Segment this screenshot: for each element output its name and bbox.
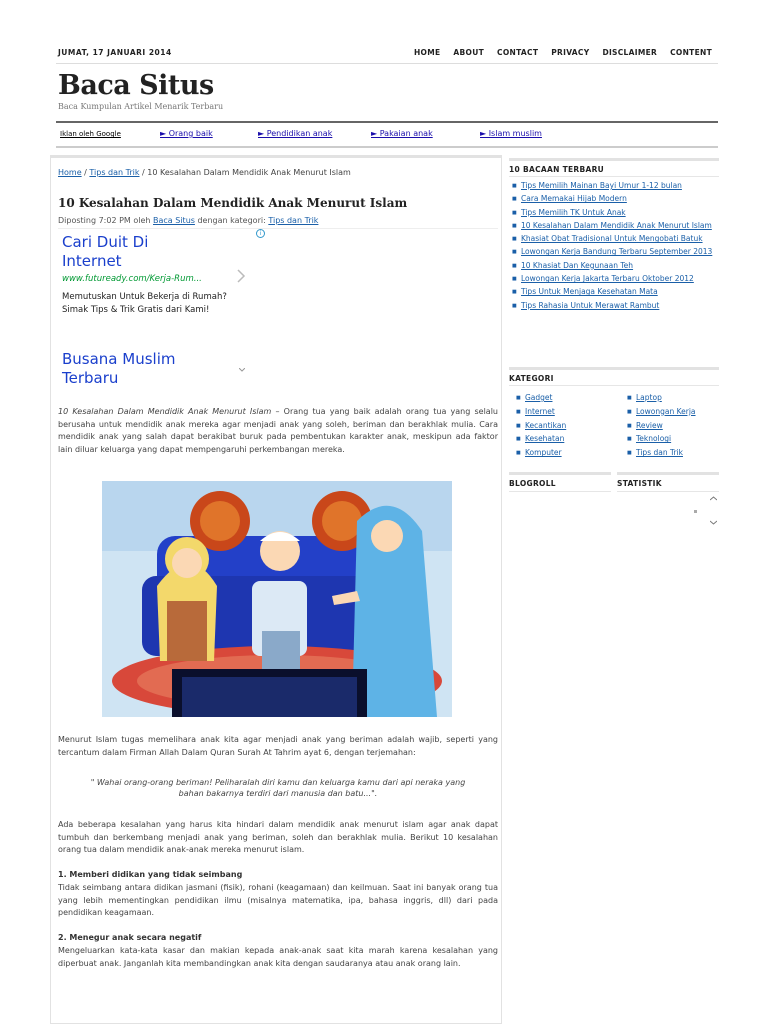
recent-posts-list — [512, 181, 718, 314]
ads-by-google-label[interactable]: Iklan oleh Google — [60, 130, 121, 138]
recent-post-item[interactable]: ■ Lowongan Kerja Jakarta Terbaru Oktober 2012 — [512, 274, 718, 284]
chevron-down-icon[interactable] — [239, 365, 245, 374]
breadcrumb-home-link[interactable]: Home — [58, 168, 82, 177]
recent-posts-heading: 10 BACAAN TERBARU — [509, 158, 719, 176]
mistakes-intro-paragraph: Ada beberapa kesalahan yang harus kita hindari dalam mendidik anak menurut islam agar anak dapat tumbuh dan berkembang menjadi anak yang beriman, soleh dan berakhlak mulia. Berikut 10 kesalahan orang tua dalam mendidik anak-anak mereka menurut islam. — [58, 820, 498, 854]
ad-link-islam-muslim[interactable]: ► Islam muslim — [480, 129, 542, 138]
kategori-list-left — [516, 393, 611, 462]
date-label: JUMAT, 17 JANUARI 2014 — [58, 48, 172, 57]
recent-post-item[interactable]: ■ Tips Untuk Menjaga Kesehatan Mata — [512, 287, 718, 297]
recent-post-item[interactable]: ■ Tips Memilih Mainan Bayi Umur 1-12 bulan — [512, 181, 718, 191]
breadcrumb-category-link[interactable]: Tips dan Trik — [89, 168, 140, 177]
meta-divider — [58, 228, 498, 229]
ad2-title-link[interactable]: Busana Muslim Terbaru — [62, 350, 176, 387]
kategori-divider — [509, 385, 719, 386]
breadcrumb — [58, 168, 351, 177]
post-category-link[interactable]: Tips dan Trik — [268, 216, 319, 225]
kategori-item[interactable]: ■ Lowongan Kerja — [627, 407, 719, 417]
nav-about-link[interactable]: ABOUT — [453, 48, 485, 57]
intro-paragraph — [58, 406, 498, 456]
point-2-text: Mengeluarkan kata-kata kasar dan makian kepada anak-anak saat kita marah karena kesalahan yang diperbuat anak. Janganlah kita membandingkan anak kita dengan saudaranya atau anak orang lain. — [58, 946, 498, 968]
ad1-title-link[interactable]: Cari Duit Di Internet — [62, 233, 149, 270]
statistik-heading: STATISTIK — [617, 472, 719, 490]
post-author-link[interactable]: Baca Situs — [153, 216, 195, 225]
scroll-up-icon[interactable] — [710, 495, 717, 503]
site-description: Baca Kumpulan Artikel Menarik Terbaru — [58, 102, 224, 111]
ad-link-pakaian-anak[interactable]: ► Pakaian anak — [371, 129, 433, 138]
ad-link-orang-baik[interactable]: ► Orang baik — [160, 129, 213, 138]
intro-text: – Orang tua yang baik adalah orang tua yang selalu berusaha untuk mendidik anak mereka agar menjadi anak yang soleh, beriman dan berakhlak mulia. Cara mendidik anak yang salah dapat berakibat buruk pada pembentukan karakter anak, meskipun ada faktor lain diluar keluarga yang dapat mempengaruhi perkembangan mereka. — [58, 407, 498, 454]
kategori-item[interactable]: ■ Laptop — [627, 393, 719, 403]
recent-post-item[interactable]: ■ Cara Memakai Hijab Modern — [512, 194, 718, 204]
header-divider — [56, 63, 718, 64]
ad-link-pendidikan-anak[interactable]: ► Pendidikan anak — [258, 129, 333, 138]
article-illustration — [102, 481, 452, 717]
blogroll-divider — [509, 491, 611, 492]
kategori-list-right — [627, 393, 719, 462]
nav-home-link[interactable]: HOME — [413, 48, 441, 57]
recent-posts-divider — [509, 176, 719, 177]
breadcrumb-current: / 10 Kesalahan Dalam Mendidik Anak Menurut Islam — [139, 168, 351, 177]
nav-privacy-link[interactable]: PRIVACY — [551, 48, 590, 57]
point-1-text: Tidak seimbang antara didikan jasmani (fisik), rohani (keagamaan) dan keilmuan. Saat ini banyak orang tua yang lebih mementingkan pendidikan ilmu (misalnya matematika, ipa, bahasa inggris, dll) dari pada pendidikan keagamaan. — [58, 883, 498, 917]
kategori-item[interactable]: ■ Kesehatan — [516, 434, 611, 444]
post-meta — [58, 216, 318, 225]
recent-post-item[interactable]: ■ Khasiat Obat Tradisional Untuk Mengobati Batuk — [512, 234, 718, 244]
ad-info-icon[interactable]: i — [256, 229, 265, 238]
chevron-right-icon[interactable] — [236, 269, 246, 287]
ad1-description: Memutuskan Untuk Bekerja di Rumah? Simak Tips & Trik Gratis dari Kami! — [62, 292, 227, 315]
quote-line-2: bahan bakarnya terdiri dari manusia dan batu...". — [178, 789, 378, 798]
top-nav — [414, 48, 712, 57]
top-bar — [56, 46, 718, 62]
point-2-heading: 2. Menegur anak secara negatif — [58, 933, 202, 942]
nav-disclaimer-link[interactable]: DISCLAIMER — [602, 48, 658, 57]
nav-contact-link[interactable]: CONTACT — [497, 48, 539, 57]
intro-keyword: 10 Kesalahan Dalam Mendidik Anak Menurut Islam — [58, 407, 272, 416]
scroll-down-icon[interactable] — [710, 519, 717, 527]
recent-post-item[interactable]: ■ Lowongan Kerja Bandung Terbaru September 2013 — [512, 247, 718, 257]
kategori-item[interactable]: ■ Tips dan Trik — [627, 448, 719, 458]
kategori-item[interactable]: ■ Komputer — [516, 448, 611, 458]
recent-post-item[interactable]: ■ Tips Memilih TK Untuk Anak — [512, 208, 718, 218]
islam-paragraph: Menurut Islam tugas memelihara anak kita agar menjadi anak yang beriman adalah wajib, seperti yang tercantum dalam Firman Allah Dalam Quran Surah At Tahrim ayat 6, dengan terjemahan: — [58, 735, 498, 757]
kategori-item[interactable]: ■ Teknologi — [627, 434, 719, 444]
recent-post-item[interactable]: ■ 10 Kesalahan Dalam Mendidik Anak Menurut Islam — [512, 221, 718, 231]
quran-quote — [58, 777, 498, 799]
recent-post-item[interactable]: ■ 10 Khasiat Dan Kegunaan Teh — [512, 261, 718, 271]
ad-link-bar — [56, 121, 718, 148]
recent-post-item[interactable]: ■ Tips Rahasia Untuk Merawat Rambut — [512, 301, 718, 311]
blogroll-heading: BLOGROLL — [509, 472, 611, 490]
post-meta-prefix: Diposting 7:02 PM oleh — [58, 216, 154, 225]
nav-content-link[interactable]: CONTENT — [670, 48, 712, 57]
main-content — [50, 155, 502, 1024]
ad1-url[interactable]: www.futuready.com/Kerja-Rum... — [62, 274, 202, 284]
kategori-heading: KATEGORI — [509, 367, 719, 385]
quote-line-1: " Wahai orang-orang beriman! Peliharalah diri kamu dan keluarga kamu dari api neraka yang — [90, 778, 466, 787]
point-1-heading: 1. Memberi didikan yang tidak seimbang — [58, 870, 243, 879]
statistik-divider — [617, 491, 719, 492]
kategori-item[interactable]: ■ Kecantikan — [516, 421, 611, 431]
kategori-item[interactable]: ■ Review — [627, 421, 719, 431]
kategori-item[interactable]: ■ Gadget — [516, 393, 611, 403]
post-title: 10 Kesalahan Dalam Mendidik Anak Menurut Islam — [58, 196, 408, 210]
kategori-item[interactable]: ■ Internet — [516, 407, 611, 417]
scroll-thumb-icon[interactable] — [694, 510, 697, 513]
breadcrumb-separator: / — [81, 168, 90, 177]
post-meta-mid: dengan kategori: — [194, 216, 269, 225]
statistik-scrollbar[interactable] — [708, 495, 720, 527]
site-title[interactable]: Baca Situs — [58, 70, 214, 101]
